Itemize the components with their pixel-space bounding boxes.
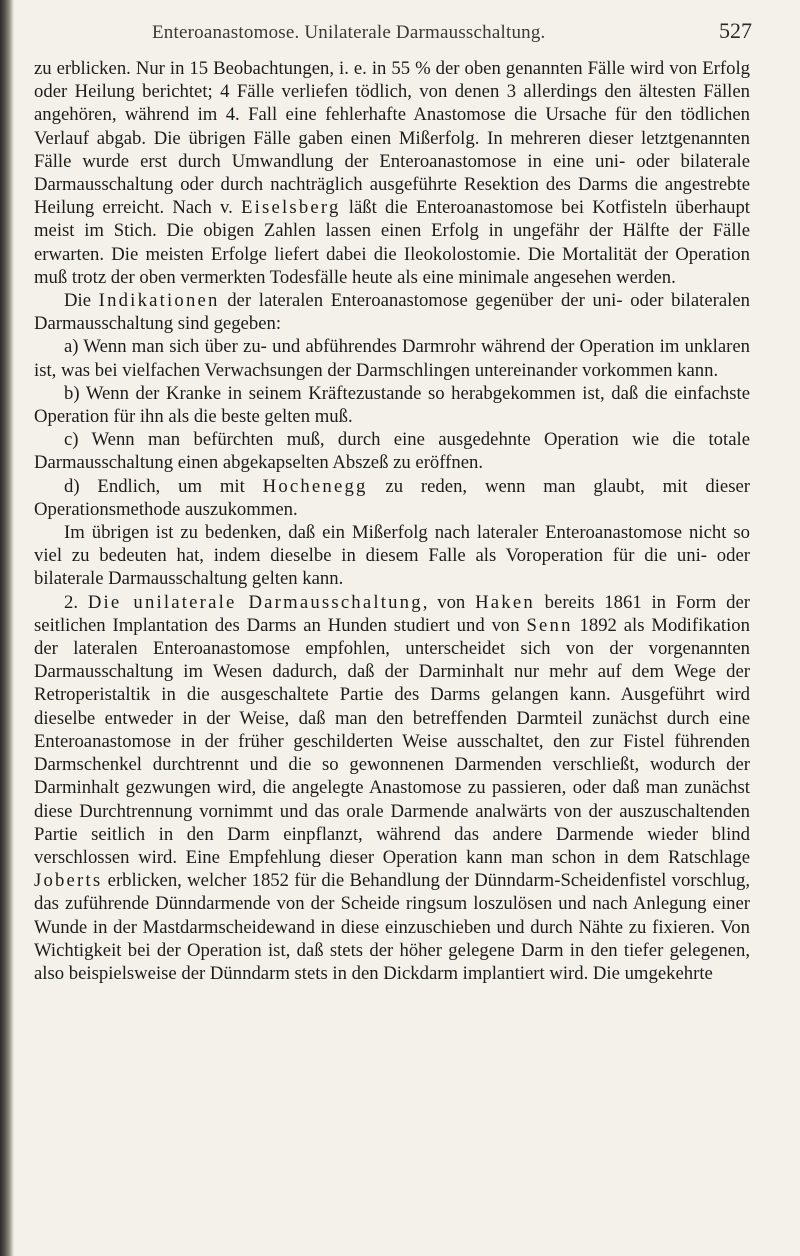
paragraph (34, 335, 750, 381)
text-run: d) Endlich, um mit (64, 475, 263, 497)
text-run: zu reden, wenn man glaubt, mit dieser Operationsmethode auszukommen. (34, 475, 750, 520)
spaced-emphasis: Eiselsberg (241, 197, 341, 219)
paragraph (34, 57, 750, 289)
text-run: zu erblicken. Nur in 15 Beobachtungen, i. e. in 55 % der oben genannten Fälle wird von Erfolg oder Heilung berichtet; 4 Fälle verliefen tödlich, von denen 3 allerdings den ältesten Fällen angehören, während im 4. Fall eine fehlerhafte Anastomose die Ursache für den tödlichen Verlauf abgab. Die übrigen Fälle gaben einen Mißerfolg. In mehreren dieser letztgenannten Fälle wurde erst durch Umwandlung der Enteroanastomose in eine uni- oder bilaterale Darmausschaltung oder durch nachträglich ausgeführte Resektion des Darms die angestrebte Heilung erreicht. Nach v. (34, 58, 750, 219)
spaced-emphasis: Senn (526, 614, 573, 636)
paragraph (34, 591, 750, 985)
spaced-emphasis: Indikationen (98, 290, 220, 312)
text-run: Im übrigen ist zu bedenken, daß ein Mißerfolg nach lateraler Enteroanastomose nicht so viel zu bedeuten hat, indem dieselbe in diesem Falle als Voroperation für die uni- oder bilaterale Darmausschaltung gelten kann. (34, 522, 750, 590)
paragraph (34, 521, 750, 591)
text-run: Die (64, 290, 99, 312)
spaced-emphasis: Joberts (34, 870, 103, 892)
text-run: c) Wenn man befürchten muß, durch eine ausgedehnte Operation wie die totale Darmausschaltung einen abgekapselten Abszeß zu eröffnen. (34, 429, 750, 474)
text-run: b) Wenn der Kranke in seinem Kräftezustande so herabgekommen ist, daß die einfachste Operation für ihn als die beste gelten muß. (34, 382, 750, 428)
text-run: der lateralen Enteroanastomose gegenüber der uni- oder bilateralen Darmausschaltung sind gegeben: (34, 290, 751, 335)
running-head: Enteroanastomose. Unilaterale Darmausschaltung. (152, 22, 546, 43)
paragraph (34, 289, 750, 335)
text-run: erblicken, welcher 1852 für die Behandlung der Dünndarm-Scheidenfistel vorschlug, das zuführende Dünndarmende von der Scheide ringsum loszulösen und nach Anlegung einer Wunde in der Mastdarmscheidewand in diese einzuschieben und durch Nähte zu fixieren. Von Wichtigkeit bei der Operation ist, daß stets der höher gelegene Darm in den tiefer gelegenen, also beispielsweise der Dünndarm stets in den Dickdarm implantiert wird. Die umgekehrte (34, 870, 750, 984)
text-run: 2. (64, 591, 88, 613)
book-page (34, 0, 774, 1256)
spaced-emphasis: Die unilaterale Darmausschaltung (87, 591, 423, 613)
text-run: bereits 1861 in Form der seitlichen Implantation des Darms an Hunden studiert und von (34, 591, 750, 636)
text-run: a) Wenn man sich über zu- und abführendes Darmrohr während der Operation im unklaren ist, was bei vielfachen Verwachsungen der Darmschlingen untereinander vorkommen kann. (34, 336, 750, 381)
text-run: , von (422, 591, 476, 613)
paragraph (34, 428, 750, 474)
text-run: 1892 als Modifikation der lateralen Enteroanastomose empfohlen, unterscheidet sich von der vorgenannten Darmausschaltung im Wesen dadurch, daß der Darminhalt nur mehr auf dem Wege der Retroperistaltik in die ausgeschaltete Partie des Darms gelangen kann. Ausgeführt wird dieselbe entweder in der Weise, daß man den betreffenden Darmteil zunächst durch eine Enteroanastomose in der früher geschilderten Weise ausschaltet, den zur Fistel führenden Darmschenkel durchtrennt und die so gewonnenen Darmenden verschließt, wodurch der Darminhalt gezwungen wird, die angelegte Anastomose zu passieren, oder daß man zunächst diese Durchtrennung vornimmt und das orale Darmende analwärts von der auszuschaltenden Partie seitlich in den Darm einpflanzt, während das andere Darmende wieder blind verschlossen wird. Eine Empfehlung dieser Operation kann man schon in dem Ratschlage (34, 614, 750, 868)
paragraph (34, 382, 750, 428)
spaced-emphasis: Haken (475, 591, 535, 613)
book-binding-shadow (0, 0, 14, 1256)
page-number: 527 (719, 18, 752, 43)
spaced-emphasis: Hochenegg (262, 475, 368, 497)
paragraph (34, 475, 750, 521)
text-run: läßt die Enteroanastomose bei Kotfisteln überhaupt meist im Stich. Die obigen Zahlen lassen einen Erfolg in ungefähr der Hälfte der Fälle erwarten. Die meisten Erfolge liefert dabei die Ileokolostomie. Die Mortalität der Operation muß trotz der oben vermerkten Todesfälle heute als eine minimale angesehen werden. (34, 197, 750, 288)
body-text (34, 57, 750, 985)
